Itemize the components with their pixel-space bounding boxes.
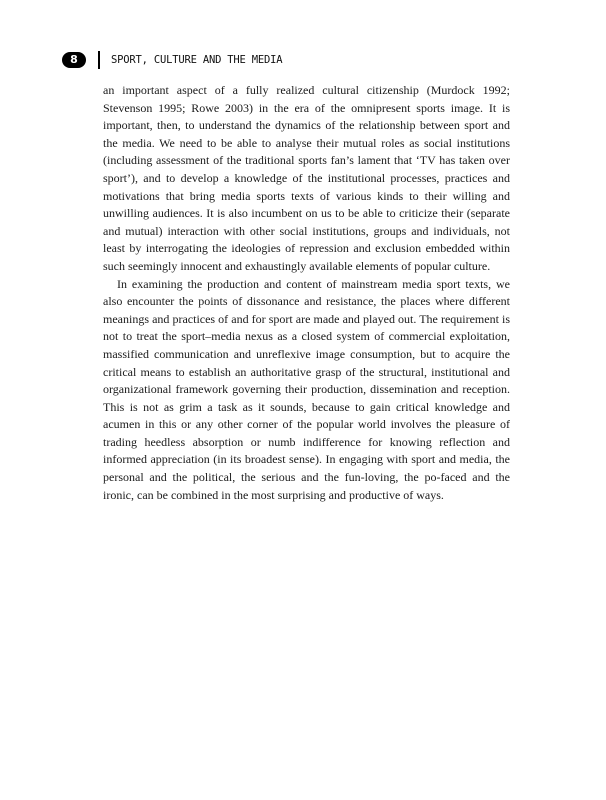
paragraph-continued: an important aspect of a fully realized cultural citizenship (Murdock 1992; Stevenson 1995; Rowe 2003) in the era of the omnipresent sports image. It is important, then, to understand the dynamics of the relationship between sport and the media. We need to be able to analyse their mutual roles as social institutions (including assessment of the traditional sports fan’s lament that ‘TV has taken over sport’), and to develop a knowledge of the institutional processes, practices and motivations that bring media sports texts of various kinds to their willing and unwilling audiences. It is also incumbent on us to be able to criticize their (separate and mutual) interaction with other social institutions, groups and individuals, not least by interrogating the ideologies of repression and exclusion embedded within such seemingly innocent and exhaustingly available elements of popular culture. xyxy=(103,83,510,273)
body-text xyxy=(103,82,510,504)
paragraph: In examining the production and content of mainstream media sport texts, we also encounter the points of dissonance and resistance, the places where different meanings and practices of and for sport are made and played out. The requirement is not to treat the sport–media nexus as a closed system of commercial exploitation, massified communication and unreflexive image consumption, but to acquire the critical means to establish an authoritative grasp of the structural, institutional and organizational framework governing their production, dissemination and reception. This is not as grim a task as it sounds, because to gain critical knowledge and acumen in this or any other corner of the popular world involves the pleasure of trading heedless absorption or numb indifference for knowing reflection and informed appreciation (in its broadest sense). In engaging with sport and media, the personal and the political, the serious and the fun-loving, the po-faced and the ironic, can be combined in the most surprising and productive of ways. xyxy=(103,276,510,502)
page-number-badge: 8 xyxy=(62,52,86,68)
running-title: SPORT, CULTURE AND THE MEDIA xyxy=(111,54,283,66)
running-head xyxy=(62,50,282,70)
header-divider xyxy=(98,51,100,69)
